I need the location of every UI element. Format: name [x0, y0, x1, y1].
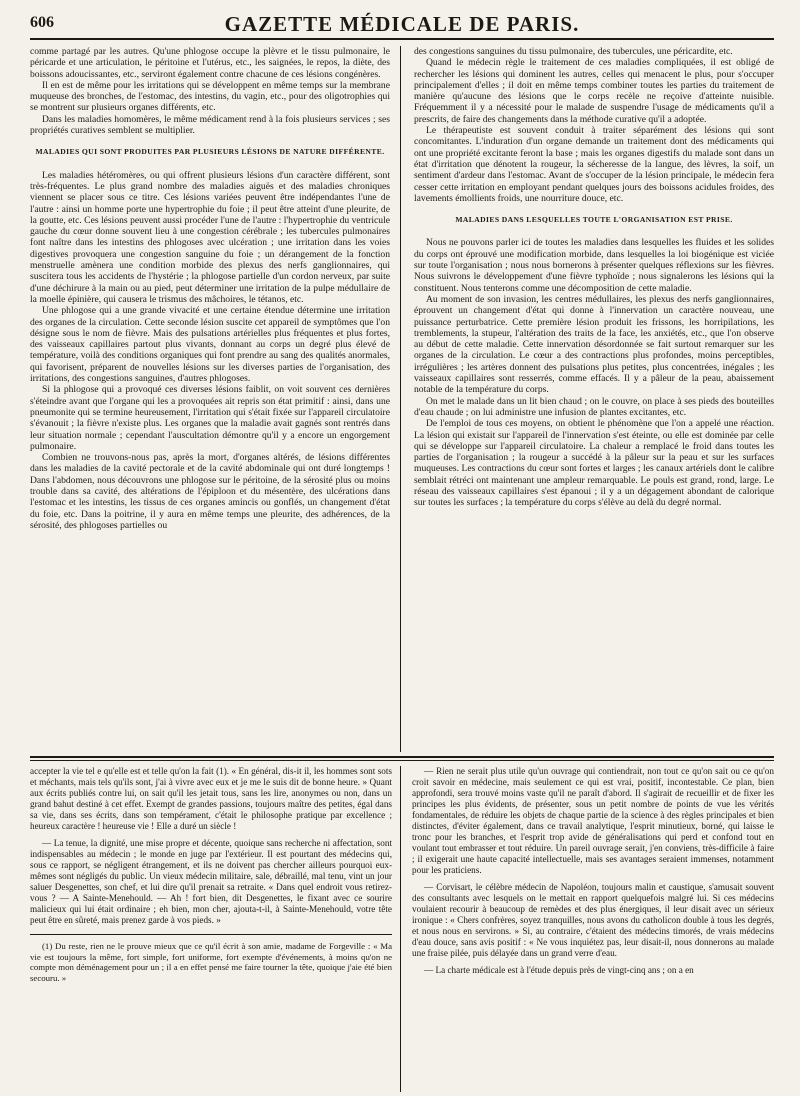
- paragraph: — La tenue, la dignité, une mise propre et décente, quoique sans recherche ni affectation, sont indispensables au médecin ; le monde en juge par l'extérieur. Il est pourtant des médecins qui, sous ce rapport, se négligent étrangement, et ils ne doivent pas chercher ailleurs pourquoi eux-mêmes sont négligés du public. Un vieux médecin militaire, sale, débraillé, mal tenu, vint un jour saluer Desgenettes, son chef, et lui dire qu'il prenait sa retraite. « Dans quel endroit vous retirez-vous ? — A Sainte-Menehould. — Ah ! fort bien, dit Desgenettes, le fixant avec ce sourire malicieux qui lui était ordinaire ; eh bien, mon cher, ajouta-t-il, à Sainte-Menehould, votre tête peut être en sûreté, mais prenez garde à vos pieds. »: [30, 838, 392, 925]
- paragraph: Au moment de son invasion, les centres médullaires, les plexus des nerfs ganglionnaires, éprouvent un changement d'état qui donne à l'innervation un caractère nouveau, une puissance perturbatrice. Cette première lésion produit les frissons, les horripilations, les tremblements, la stupeur, l'altération des traits de la face, les anxiétés, etc., que l'on observe au début de cette maladie. Cette innervation désordonnée se fait surtout remarquer sur les organes de la circulation. Le cœur a des contractions plus profondes, moins perceptibles, irrégulières ; les artères donnent des pulsations plus petites, plus concentrées, inégales ; les vaisseaux capillaires sont resserrés, comme effacés. Il y a pâleur de la peau, abaissement notable de la température du corps.: [414, 293, 774, 396]
- paragraph: Le thérapeutiste est souvent conduit à traiter séparément des lésions qui sont concomitantes. L'induration d'un organe demande un traitement dont des médicaments qui ont une propriété excitante feront la base ; mais les organes digestifs du malade sont dans un état d'irritation que dénotent la rougeur, la sécheresse de la langue, des lèvres, la soif, un sentiment d'ardeur dans l'estomac. Avant de s'occuper de la lésion principale, le médecin fera cesser cette irritation en employant pendant quelques jours des boissons acidules froides, des lavements émollients froids, une nourriture douce, etc.: [414, 125, 774, 204]
- paragraph: des congestions sanguines du tissu pulmonaire, des tubercules, une péricardite, etc.: [414, 46, 733, 57]
- paragraph: Il en est de même pour les irritations qui se développent en même temps sur la membrane muqueuse des bronches, de l'estomac, des intestins, du vagin, etc., pour des oligotrophies qui se montrent sur plusieurs organes différents, etc.: [30, 79, 390, 114]
- page-header: [30, 12, 774, 40]
- paragraph: Dans les maladies homomères, le même médicament rend à la fois plusieurs services ; ses propriétés curatives semblent se multiplier.: [30, 113, 390, 137]
- paragraph: Quand le médecin règle le traitement de ces maladies compliquées, il est obligé de rechercher les lésions qui dominent les autres, celles qui menacent le plus, pour s'occuper principalement d'elles ; il doit en même temps combiner toutes les parties du traitement de manière qu'aucune des lésions que le corps recèle ne reçoive d'atteinte nuisible. Fréquemment il y a nécessité pour le malade de suspendre l'usage de médicaments qu'il a prescrits, de faire des changements dans la méthode curative qu'il a adoptée.: [414, 57, 774, 125]
- feuilleton-left-column: [30, 766, 392, 1092]
- paragraph: Combien ne trouvons-nous pas, après la mort, d'organes altérés, de lésions différentes dans les maladies de la cavité pectorale et de la cavité abdominale qui ont duré longtemps ! Dans l'abdomen, nous découvrons une phlogose sur le péritoine, de la sérosité plus ou moins trouble dans sa cavité, des altérations de l'épiploon et du mésentère, des ulcérations dans l'estomac et les intestins, les tissus de ces organes amincis ou gonflés, un changement d'état du foie, etc. Dans la poitrine, il y aura en même temps une pleurite, des adhérences, de la sérosité, des phlogoses partielles ou: [30, 452, 390, 531]
- section-heading: MALADIES QUI SONT PRODUITES PAR PLUSIEURS LÉSIONS DE NATURE DIFFÉRENTE.: [35, 147, 385, 157]
- page-number: 606: [30, 14, 54, 31]
- paragraph: — Corvisart, le célèbre médecin de Napoléon, toujours malin et caustique, s'amusait souvent des consultants avec lesquels on le mettait en rapport quelquefois malgré lui. Si ces médecins voulaient recourir à beaucoup de remèdes et des plus énergiques, il leur disait avec un sérieux ironique : « Chers confrères, soyez tranquilles, nous avons du catholicon double à tous les degrés, et nous nous en servirons. » Si, au contraire, c'étaient des médecins timorés, de vrais médecins d'eau douce, sans avis positif : « Ne vous inquiétez pas, leur disait-il, nous donnerons au malade une fraise pilée, puis délayée dans un grand verre d'eau.: [412, 882, 774, 958]
- left-column: [30, 46, 390, 752]
- column-divider: [400, 766, 401, 1092]
- paragraph: comme partagé par les autres. Qu'une phlogose occupe la plèvre et le tissu pulmonaire, le péricarde et une articulation, le péritoine et l'utérus, etc., les saignées, le repos, la diète, des boissons adoucissantes, etc., serviront également contre chacune de ces lésions congénères.: [30, 46, 390, 80]
- section-heading: MALADIES DANS LESQUELLES TOUTE L'ORGANISATION EST PRISE.: [455, 215, 733, 225]
- paragraph: On met le malade dans un lit bien chaud ; on le couvre, on place à ses pieds des bouteilles d'eau chaude ; on lui administre une infusion de plantes excitantes, etc.: [414, 395, 774, 418]
- column-divider: [400, 46, 401, 752]
- main-article: [30, 46, 774, 752]
- footnote: (1) Du reste, rien ne le prouve mieux que ce qu'il écrit à son amie, madame de Forgeville : « Ma vie est toujours la même, fort simple, fort uniforme, fort exempte d'événements, à moins qu'on ne compte mon déménagement pour un ; il a en effet pensé me faire tourner la tête, quoique j'aie été bien secouru. »: [30, 941, 392, 983]
- paragraph: Nous ne pouvons parler ici de toutes les maladies dans lesquelles les fluides et les solides du corps ont éprouvé une modification morbide, dans lesquelles la loi biogénique est viciée sur toute l'organisation ; nous nous bornerons à présenter quelques réflexions sur les fièvres. Nous suivrons le développement d'une fièvre typhoïde ; nous signalerons les lésions qui la constituent. Nous tenterons comme une décomposition de cette maladie.: [414, 237, 774, 294]
- journal-title: GAZETTE MÉDICALE DE PARIS.: [224, 12, 580, 36]
- feuilleton-divider: [30, 756, 774, 758]
- paragraph: Si la phlogose qui a provoqué ces diverses lésions faiblit, on voit souvent ces dernières s'éteindre avant que l'organe qui les a provoquées ait repris son état primitif : ainsi, dans une pneumonite qui se termine heureusement, l'irritation qui s'était fixée sur l'appareil circulatoire s'évanouit ; la fièvre n'existe plus. Les organes que la maladie avait gagnés sont rentrés dans leur situation normale ; cependant l'auscultation démontre qu'il y a encore un engorgement pulmonaire.: [30, 384, 390, 452]
- footnote-divider: [30, 934, 392, 935]
- paragraph: De l'emploi de tous ces moyens, on obtient le phénomène que l'on a appelé une réaction. La lésion qui existait sur l'appareil de l'innervation s'est éteinte, ou elle est dominée par celle qui se développe sur l'appareil circulatoire. La chaleur a remplacé le froid dans toutes les parties de l'organisation ; la rougeur a succédé à la pâleur sur la peau et sur les surfaces muqueuses. Les contractions du cœur sont fortes et larges ; les canaux artériels dont le calibre semblait rétréci ont maintenant une ampleur remarquable. Le pouls est grand, rond, large. Le réseau des vaisseaux capillaires s'est épanoui ; il y a un dégagement abondant de calorique sur toutes les surfaces ; la température du corps s'élève au delà du degré normal.: [414, 418, 774, 509]
- feuilleton-right-column: [412, 766, 774, 1092]
- paragraph: accepter la vie tel e qu'elle est et telle qu'on la fait (1). « En général, dis-it il, les hommes sont sots et méchants, mais tels qu'ils sont, j'ai à vivre avec eux et je me le suis dit de bonne heure. » Quant aux écrits publiés contre lui, on sait qu'il les jetait tous, sans les lire, anonymes ou non, dans un grand bahut destiné à cet effet. Exempt de grandes passions, toujours maître des petites, égal dans sa vie, dans ses écrits, dans son tempérament, c'était le philosophe pratique par excellence ; heureux caractère ! heureuse vie ! Elle a duré un siècle !: [30, 766, 392, 831]
- feuilleton: [30, 766, 774, 1092]
- paragraph: Les maladies hétéromères, ou qui offrent plusieurs lésions d'un caractère différent, sont très-fréquentes. Le plus grand nombre des maladies aiguës et des maladies chroniques viennent se placer sous ce titre. Ces lésions variées peuvent être indépendantes l'une de l'autre : ainsi un homme porte une hypertrophie du foie ; il peut être atteint d'une pleurite, de la goutte, etc. Ces lésions peuvent aussi procéder l'une de l'autre : l'hypertrophie du ventricule gauche du cœur donne souvent lieu à une congestion cérébrale ; les tubercules pulmonaires font naître dans les intestins des phlogoses avec ulcération ; une irritation dans les voies digestives provoquera une congestion sanguine du foie ; un dérangement de la fonction menstruelle amènera une condition morbide des plexus des nerfs ganglionnaires, qui suscitera tous les accidents de l'hystérie ; la phlogose partielle d'un cordon nerveux, par suite d'une déchirure à la main ou au pied, peut déterminer une irritation de la pulpe médullaire de la moelle épinière, qui causera le trismus des mâchoires, le tétanos, etc.: [30, 169, 390, 305]
- paragraph: — Rien ne serait plus utile qu'un ouvrage qui contiendrait, non tout ce qu'on sait ou ce qu'on croit savoir en médecine, mais seulement ce qui est vrai, positif, incontestable. Ce plan, bien approfondi, sera trouvé moins vaste qu'il ne paraît d'abord. Il s'agirait de recueillir et de fixer les principes les plus évidents, de présenter, sous un petit nombre de points de vue les vérités fondamentales, de réduire les objets de chaque partie de la science à des règles principales et bien distinctes, d'éviter également, dans ce travail analytique, l'esprit minutieux, borné, qui laisse le tronc pour les branches, et l'esprit trop avide de généralisations qui perd et confond tout en voulant tout embrasser et tout réduire. Un pareil ouvrage serait, j'en conviens, très-difficile à faire ; il exigerait une haute capacité intellectuelle, mais ses avantages seraient immenses, notamment pour les praticiens.: [412, 766, 774, 875]
- feuilleton-divider-thin: [30, 760, 774, 761]
- right-column: [414, 46, 774, 752]
- paragraph: Une phlogose qui a une grande vivacité et une certaine étendue détermine une irritation des organes de la circulation. Cette seconde lésion suscite cet appareil de symptômes que l'on désigne sous le nom de fièvre. Mais des pulsations artérielles plus fréquentes et plus fortes, des vaisseaux capillaires partout plus vivants, donnant au corps un degré plus élevé de température, voilà des conditions organiques qui font prendre au sang des qualités anormales, qui favorisent, préparent de nouvelles lésions sur les diverses parties de l'organisation, des irritations, des congestions sanguines, d'autres phlogoses.: [30, 305, 390, 385]
- paragraph: — La charte médicale est à l'étude depuis près de vingt-cinq ans ; on a en: [424, 965, 694, 975]
